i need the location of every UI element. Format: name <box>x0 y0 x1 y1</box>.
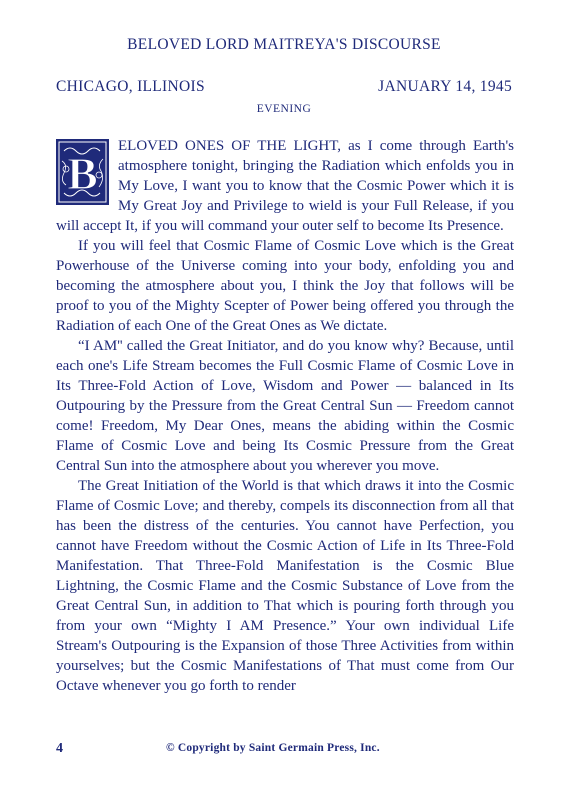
dropcap-letter: B <box>67 148 98 199</box>
page-footer <box>56 741 512 759</box>
discourse-body <box>56 136 514 696</box>
dropcap-ornament <box>56 139 109 205</box>
header-meta-row <box>56 78 512 96</box>
paragraph-1-text: ELOVED ONES OF THE LIGHT, as I come through Earth's atmosphere tonight, bringing the Radiation which enfolds you in My Love, I want you to know that the Cosmic Power which it is My Great Joy and Privilege to wield is your Full Release, if you will accept It, if you will command your outer self to become Its Presence. <box>56 138 514 234</box>
date-label: JANUARY 14, 1945 <box>378 78 512 95</box>
page-number: 4 <box>56 741 63 756</box>
paragraph-3: “I AM'' called the Great Initiator, and do you know why? Because, until each one's Life Stream becomes the Full Cosmic Flame of Cosmic Love in Its Three-Fold Action of Love, Wisdom and Power — balanced in Its Outpouring by the Pressure from the Great Central Sun — Freedom cannot come! Freedom, My Dear Ones, means the abiding within the Cosmic Flame of Cosmic Love and being Its Cosmic Pressure from the Great Central Sun into the atmosphere about you wherever you move. <box>56 338 514 474</box>
session-label: EVENING <box>256 103 312 115</box>
location-label: CHICAGO, ILLINOIS <box>56 78 205 95</box>
dropcap-ornament-icon <box>56 139 109 205</box>
paragraph-4: The Great Initiation of the World is that which draws it into the Cosmic Flame of Cosmic Love; and thereby, compels its disconnection from all that has been the distress of the centuries. You cannot have Perfection, you cannot have Freedom without the Cosmic Action of Life in Its Three-Fold Manifestation. That Three-Fold Manifestation is the Cosmic Blue Lightning, the Cosmic Flame and the Cosmic Substance of Love from the Great Central Sun, in addition to That which is pouring forth through you from your own “Mighty I AM Presence.” Your own individual Life Stream's Outpouring is the Expansion of those Three Activities from within yourselves; but the Cosmic Manifestations of That must come from Our Octave whenever you go forth to render <box>56 478 514 694</box>
paragraph-1 <box>56 136 514 236</box>
copyright-notice: © Copyright by Saint Germain Press, Inc. <box>166 742 380 754</box>
page-title: BELOVED LORD MAITREYA'S DISCOURSE <box>127 36 441 53</box>
paragraph-2: If you will feel that Cosmic Flame of Cosmic Love which is the Great Powerhouse of the Universe coming into your body, enfolding you and becoming the atmosphere about you, I think the Joy that follows will be proof to you of the Mighty Scepter of Power being offered you through the Radiation of each One of the Great Ones as We dictate. <box>56 238 514 334</box>
